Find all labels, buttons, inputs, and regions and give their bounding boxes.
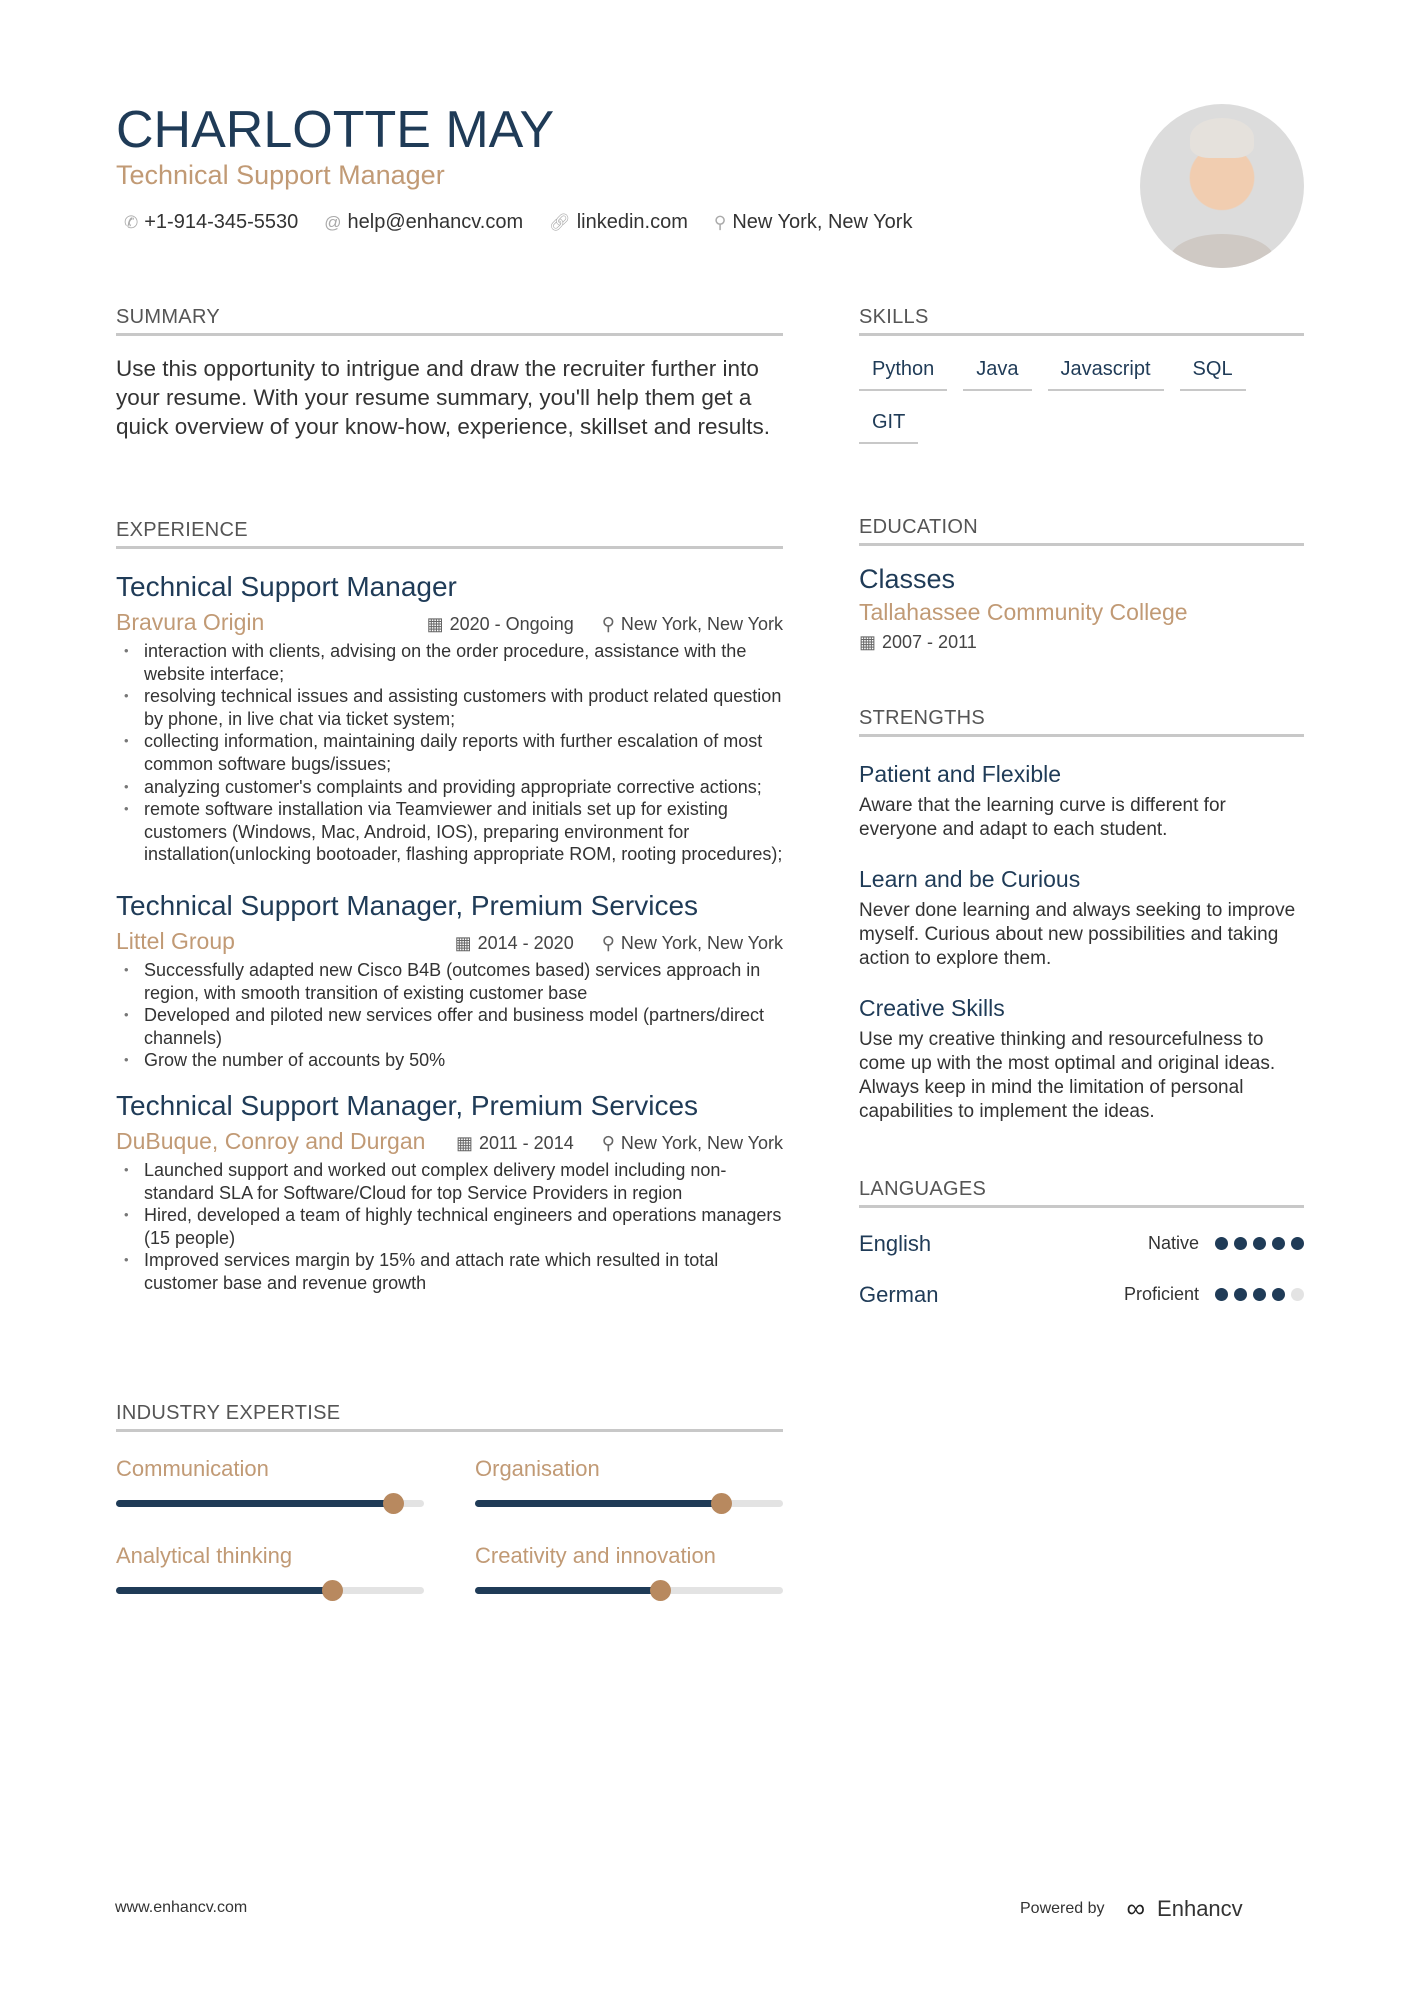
bullet-list: [116, 959, 783, 1072]
candidate-title: Technical Support Manager: [116, 160, 445, 190]
footer-brand: [1020, 1893, 1243, 1924]
section-heading: INDUSTRY EXPERTISE: [116, 1402, 783, 1432]
job-meta-row: [116, 609, 783, 636]
bullet-item: • Improved services margin by 15% and attach rate which resulted in total customer base and revenue growth: [116, 1249, 783, 1294]
language-level: Native: [1147, 1233, 1199, 1253]
contact-email[interactable]: @ help@enhancv.com: [324, 211, 524, 233]
experience-section: [116, 519, 783, 1294]
at-icon: @: [324, 213, 342, 232]
expertise-bar-knob: [711, 1493, 732, 1514]
bullet-item: • interaction with clients, advising on the order procedure, assistance with the website interface;: [116, 640, 783, 685]
expertise-bar-knob: [383, 1493, 404, 1514]
expertise-bar: [475, 1587, 783, 1594]
strengths-section: [859, 707, 1304, 1124]
bullet-item: • Hired, developed a team of highly technical engineers and operations managers (15 people): [116, 1204, 783, 1249]
education-dates: 2007 - 2011: [882, 632, 977, 652]
job-title: Technical Support Manager: [116, 571, 457, 602]
language-row: [859, 1269, 1304, 1320]
section-heading: EXPERIENCE: [116, 519, 783, 549]
contact-row: [124, 211, 912, 234]
level-dot: [1215, 1288, 1228, 1301]
bullet-item: • Launched support and worked out complex delivery model including non-standard SLA for Software/Cloud for top Service Providers in region: [116, 1159, 783, 1204]
expertise-bar-fill: [475, 1500, 721, 1507]
bullet-item: • resolving technical issues and assisting customers with product related question by phone, in live chat via ticket system;: [116, 685, 783, 730]
contact-link[interactable]: 🔗︎ linkedin.com: [549, 211, 688, 233]
job-meta: [455, 933, 783, 954]
location-pin-icon: ⚲: [601, 614, 615, 634]
section-heading: STRENGTHS: [859, 707, 1304, 737]
bullet-item: • remote software installation via Teamviewer and initials set up for existing customers (Windows, Mac, Android, IOS), preparing environment for installation(unlocking bootoader, flashing appropriate ROM, rooting procedures);: [116, 798, 783, 866]
phone-icon: ✆: [124, 213, 139, 232]
location-pin-icon: ⚲: [601, 932, 615, 953]
bullet-list: [116, 1159, 783, 1295]
strength-title: Patient and Flexible: [859, 761, 1062, 787]
section-heading: SUMMARY: [116, 306, 783, 336]
section-heading: EDUCATION: [859, 516, 1304, 546]
languages-section: [859, 1178, 1304, 1320]
job-dates: ▦ 2014 - 2020: [454, 932, 574, 953]
job-location: ⚲ New York, New York: [601, 614, 783, 634]
powered-by: Powered by: [1020, 1899, 1105, 1917]
language-level-group: [1124, 1284, 1304, 1305]
job-meta-row: [116, 928, 783, 955]
summary-section: [116, 306, 783, 441]
company: Bravura Origin: [116, 609, 265, 635]
expertise-bar: [475, 1500, 783, 1507]
level-dot: [1291, 1288, 1304, 1301]
job-meta: [427, 614, 783, 635]
job-location: ⚲ New York, New York: [601, 1132, 783, 1153]
job-entry: [116, 571, 783, 866]
expertise-label: Analytical thinking: [116, 1543, 293, 1568]
expertise-bar-knob: [650, 1580, 671, 1601]
expertise-label: Organisation: [475, 1456, 600, 1481]
language-dots: [1215, 1237, 1304, 1250]
expertise-bar-fill: [116, 1500, 393, 1507]
strength-desc: Use my creative thinking and resourcefulness to come up with the most optimal and original ideas. Always keep in mind the limitation of personal capabilities to implement the ideas.: [859, 1029, 1276, 1122]
skill-tag: SQL: [1180, 354, 1246, 391]
expertise-label: Communication: [116, 1456, 269, 1481]
bullet-item: • Developed and piloted new services offer and business model (partners/direct channels): [116, 1004, 783, 1049]
level-dot: [1272, 1237, 1285, 1250]
expertise-bar-fill: [116, 1587, 332, 1594]
job-title: Technical Support Manager, Premium Services: [116, 889, 699, 921]
expertise-bar: [116, 1587, 424, 1594]
education-section: [859, 516, 1304, 653]
job-location: ⚲ New York, New York: [601, 932, 783, 953]
bullet-item: • analyzing customer's complaints and providing appropriate corrective actions;: [116, 776, 783, 799]
degree: Classes: [859, 564, 956, 594]
expertise-item: [116, 1543, 424, 1594]
bullet-list: [116, 640, 783, 866]
bullet-item: • Grow the number of accounts by 50%: [116, 1049, 783, 1072]
expertise-bar-fill: [475, 1587, 660, 1594]
level-dot: [1253, 1288, 1266, 1301]
footer-site[interactable]: www.enhancv.com: [115, 1899, 248, 1916]
expertise-section: [116, 1402, 783, 1594]
expertise-bar: [116, 1500, 424, 1507]
bullet-item: • collecting information, maintaining daily reports with further escalation of most common software bugs/issues;: [116, 730, 783, 775]
job-entry: [116, 1090, 783, 1295]
level-dot: [1291, 1237, 1304, 1250]
summary-text: Use this opportunity to intrigue and draw the recruiter further into your resume. With your resume summary, you'll help them get a quick overview of your know-how, experience, skillset and results.: [116, 356, 771, 439]
job-dates: ▦ 2020 - Ongoing: [426, 614, 574, 634]
location-pin-icon: ⚲: [601, 1132, 615, 1153]
skill-tag: Javascript: [1048, 354, 1164, 391]
section-heading: SKILLS: [859, 306, 1304, 336]
job-meta-row: [116, 1128, 783, 1155]
contact-phone: ✆ +1-914-345-5530: [124, 211, 299, 233]
level-dot: [1234, 1288, 1247, 1301]
level-dot: [1234, 1237, 1247, 1250]
job-dates: ▦ 2011 - 2014: [455, 1132, 574, 1153]
level-dot: [1215, 1237, 1228, 1250]
skill-tag: Java: [963, 354, 1031, 391]
language-level-group: [1148, 1233, 1304, 1254]
strength-desc: Never done learning and always seeking to improve myself. Curious about new possibilities and taking action to explore them.: [859, 900, 1296, 969]
level-dot: [1272, 1288, 1285, 1301]
language-row: [859, 1218, 1304, 1269]
bullet-item: • Successfully adapted new Cisco B4B (outcomes based) services approach in region, with smooth transition of existing customer base: [116, 959, 783, 1004]
language-name: German: [859, 1281, 939, 1307]
strength-title: Learn and be Curious: [859, 866, 1081, 892]
language-dots: [1215, 1288, 1304, 1301]
brand-name: Enhancv: [1157, 1895, 1243, 1921]
section-heading: LANGUAGES: [859, 1178, 1304, 1208]
profile-photo: [1140, 104, 1304, 268]
company: DuBuque, Conroy and Durgan: [116, 1127, 426, 1154]
link-icon: 🔗︎: [549, 213, 571, 232]
expertise-label: Creativity and innovation: [475, 1543, 716, 1568]
calendar-icon: ▦: [426, 614, 444, 634]
contact-location: ⚲ New York, New York: [713, 211, 913, 233]
job-title: Technical Support Manager, Premium Services: [116, 1089, 699, 1121]
location-pin-icon: ⚲: [713, 213, 727, 232]
language-level: Proficient: [1123, 1284, 1199, 1304]
enhancv-logo-icon: ∞: [1126, 1893, 1146, 1923]
skill-tag: Python: [859, 354, 947, 391]
expertise-item: [475, 1456, 783, 1507]
skill-tag: GIT: [859, 407, 918, 444]
expertise-item: [475, 1543, 783, 1594]
company: Littel Group: [116, 927, 235, 954]
calendar-icon: ▦: [455, 1132, 473, 1153]
expertise-item: [116, 1456, 424, 1507]
expertise-bar-knob: [322, 1580, 343, 1601]
skills-section: [859, 306, 1304, 444]
strength-desc: Aware that the learning curve is different for everyone and adapt to each student.: [859, 795, 1226, 840]
job-meta: [456, 1133, 783, 1154]
job-entry: [116, 890, 783, 1072]
calendar-icon: ▦: [859, 632, 877, 652]
calendar-icon: ▦: [454, 932, 472, 953]
language-name: English: [859, 1230, 932, 1256]
candidate-name: CHARLOTTE MAY: [116, 101, 555, 159]
school: Tallahassee Community College: [859, 599, 1188, 625]
strength-title: Creative Skills: [859, 995, 1005, 1021]
level-dot: [1253, 1237, 1266, 1250]
